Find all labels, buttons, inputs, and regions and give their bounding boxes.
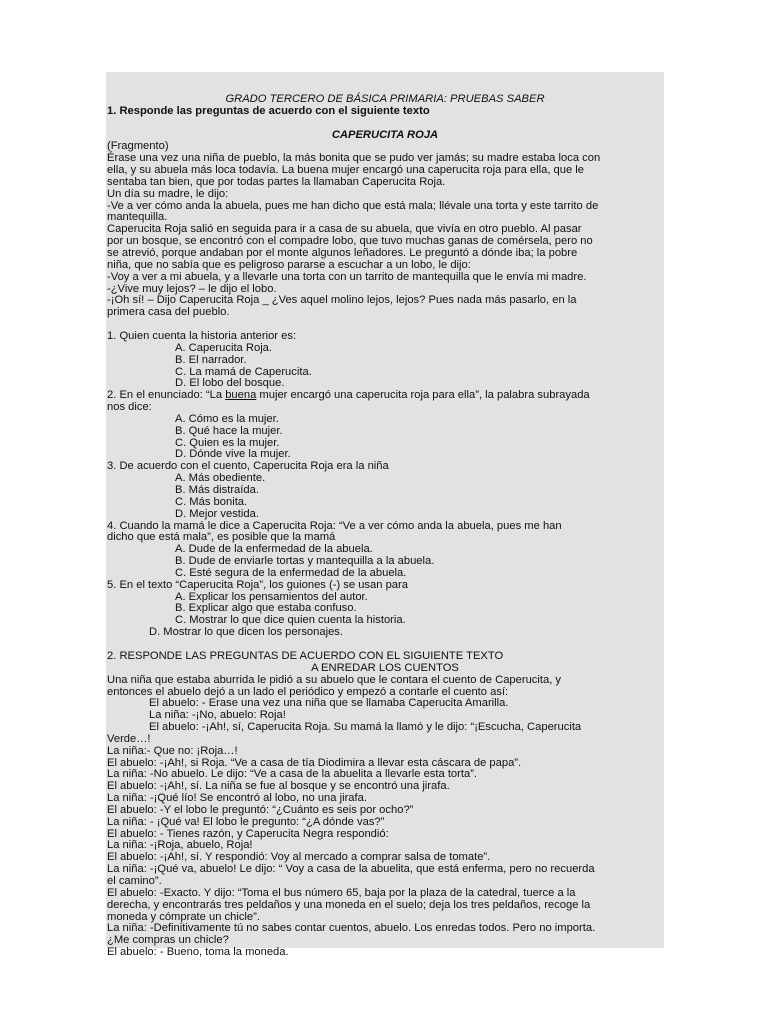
instruction-1: 1. Responde las preguntas de acuerdo con el siguiente texto	[107, 104, 430, 117]
dialogue-line: La niña: -¡Roja, abuelo, Roja!	[107, 839, 253, 852]
dialogue-line: ¿Me compras un chicle?	[107, 934, 229, 947]
dialogue-line: El abuelo: - Bueno, toma la moneda.	[107, 946, 289, 959]
dialogue-line: El abuelo: -¡Ah!, sí. Y respondió: Voy al mercado a comprar salsa de tomate”.	[107, 851, 491, 864]
story-2-text	[107, 675, 663, 959]
page-header: GRADO TERCERO DE BÁSICA PRIMARIA: PRUEBAS SABER	[225, 93, 545, 105]
answer-option: A. Más obediente.	[175, 472, 266, 485]
answer-option: B. Explicar algo que estaba confuso.	[175, 602, 357, 615]
dialogue-line: El abuelo: -¡Ah!, sí. La niña se fue al bosque y se encontró una jirafa.	[107, 780, 450, 793]
question-stem: 4. Cuando la mamá le dice a Caperucita Roja: “Ve a ver cómo anda la abuela, pues me han	[107, 519, 562, 532]
answer-option: B. Dude de enviarle tortas y mantequilla a la abuela.	[175, 555, 435, 568]
answer-option: D. Mostrar lo que dicen los personajes.	[149, 626, 344, 639]
dialogue-line: Verde…!	[107, 732, 151, 745]
story-line: ella, y su abuela más loca todavía. La buena mujer encargó una caperucita roja para ella, que le	[107, 164, 585, 177]
story-line: Una niña que estaba aburrida le pidió a su abuelo que le contara el cuento de Caperucita, y	[107, 673, 562, 686]
question-stem: 1. Quien cuenta la historia anterior es:	[107, 330, 297, 343]
answer-option: B. El narrador.	[175, 353, 247, 366]
story-line: mantequilla.	[107, 211, 168, 224]
dialogue-line: El abuelo: - Erase una vez una niña que se llamaba Caperucita Amarilla.	[149, 697, 509, 710]
question-1	[107, 331, 663, 390]
question-4	[107, 521, 663, 580]
dialogue-line: el camino”.	[107, 875, 162, 887]
answer-option: C. Quien es la mujer.	[175, 436, 280, 449]
story-line: sentaba tan bien, que por todas partes la llamaban Caperucita Roja.	[107, 175, 446, 188]
story-line: -¡Oh sí! – Dijo Caperucita Roja _ ¿Ves aquel molino lejos, lejos? Pues nada más pasarlo, en la	[107, 294, 577, 307]
answer-option: C. Esté segura de la enfermedad de la abuela.	[175, 566, 407, 579]
story-line: se atrevió, porque andaban por el monte algunos leñadores. Le preguntó a dónde iba; la pobre	[107, 246, 578, 259]
dialogue-line: El abuelo: -Y el lobo le preguntó: “¿Cuánto es seis por ocho?”	[107, 803, 414, 816]
dialogue-line: moneda y cómprate un chicle”.	[107, 910, 260, 923]
dialogue-line: El abuelo: - Tienes razón, y Caperucita Negra respondió:	[107, 827, 389, 840]
dialogue-line: El abuelo: -Exacto. Y dijo: “Toma el bus número 65, baja por la plaza de la catedral, tuerce a la	[107, 886, 576, 899]
story-text	[107, 141, 663, 319]
question-stem: 3. De acuerdo con el cuento, Caperucita Roja era la niña	[107, 460, 389, 473]
question-5	[107, 580, 663, 639]
dialogue-line: La niña: - ¡Qué va! El lobo le pregunto: “¿A dónde vas?”	[107, 815, 385, 828]
story-line: primera casa del pueblo.	[107, 306, 230, 319]
answer-option: A. Cómo es la mujer.	[175, 412, 279, 425]
dialogue-line: La niña:- Que no: ¡Roja…!	[107, 744, 238, 757]
answer-option: C. Mostrar lo que dice quien cuenta la historia.	[175, 614, 406, 627]
answer-option: A. Explicar los pensamientos del autor.	[175, 590, 368, 603]
story-line: por un bosque, se encontró con el compadre lobo, que tuvo muchas ganas de comérsela, pero no	[107, 235, 593, 248]
story-line: Érase una vez una niña de pueblo, la más bonita que se pudo ver jamás; su madre estaba loca con	[107, 152, 601, 165]
answer-option: B. Qué hace la mujer.	[175, 424, 283, 437]
story-2-title: A ENREDAR LOS CUENTOS	[311, 661, 459, 674]
question-stem-start: 2. En el enunciado: “La	[107, 389, 226, 402]
answer-option: A. Dude de la enfermedad de la abuela.	[175, 543, 373, 556]
question-stem-continued: dicho que está mala”, es posible que la mamá	[107, 531, 336, 544]
question-stem-end: mujer encargó una caperucita roja para ella”, la palabra subrayada	[256, 389, 590, 402]
dialogue-line: La niña: -¡Qué lío! Se encontró al lobo, no una jirafa.	[107, 792, 367, 805]
question-2	[107, 390, 663, 461]
instruction-2: 2. RESPONDE LAS PREGUNTAS DE ACUERDO CON EL SIGUIENTE TEXTO	[107, 649, 504, 662]
answer-option: B. Más distraída.	[175, 484, 259, 496]
story-line: -Ve a ver cómo anda la abuela, pues me han dicho que está mala; llévale una torta y este tarrito de	[107, 199, 599, 212]
story-line: Un día su madre, le dijo:	[107, 187, 229, 200]
answer-option: C. La mamá de Caperucita.	[175, 365, 312, 378]
dialogue-line: La niña: -No abuelo. Le dijo: “Ve a casa de la abuelita a llevarle esta torta”.	[107, 768, 478, 781]
story-line: -Voy a ver a mi abuela, y a llevarle una torta con un tarrito de mantequilla que le envía mi madre.	[107, 270, 587, 283]
underlined-word: buena	[225, 389, 257, 402]
dialogue-line: La niña: -¡Qué va, abuelo! Le dijo: “ Voy a casa de la abuelita, que está enferma, pero no recuerda	[107, 863, 595, 876]
story-line: Caperucita Roja salió en seguida para ir a casa de su abuela, que vivía en otro pueblo. Al pasar	[107, 223, 582, 236]
story-title: CAPERUCITA ROJA	[331, 128, 439, 141]
answer-option: D. Dónde vive la mujer.	[175, 448, 291, 461]
story-line: niña, que no sabía que es peligroso pararse a escuchar a un lobo, le dijo:	[107, 258, 471, 271]
story-line: -¿Vive muy lejos? – le dijo el lobo.	[107, 282, 277, 295]
question-3	[107, 461, 663, 520]
dialogue-line: derecha, y encontrarás tres peldaños y una moneda en el suelo; deja los tres peldaños, recoge la	[107, 898, 591, 911]
answer-option: D. El lobo del bosque.	[175, 377, 285, 390]
question-stem: 5. En el texto “Caperucita Roja”, los guiones (-) se usan para	[107, 578, 408, 591]
document-content	[107, 94, 663, 959]
answer-option: D. Mejor vestida.	[175, 507, 259, 520]
dialogue-line: La niña: -Definitivamente tú no sabes contar cuentos, abuelo. Los enredas todos. Pero no importa.	[107, 922, 596, 935]
answer-option: C. Más bonita.	[175, 495, 248, 508]
dialogue-line: El abuelo: -¡Ah!, si Roja. “Ve a casa de tía Diodimira a llevar esta cáscara de papa”.	[107, 756, 522, 769]
answer-option: A. Caperucita Roja.	[175, 341, 273, 354]
dialogue-line: La niña: -¡No, abuelo: Roja!	[149, 709, 286, 722]
story-line: entonces el abuelo dejó a un lado el periódico y empezó a contarle el cuento así:	[107, 685, 509, 698]
dialogue-line: El abuelo: -¡Ah!, sí, Caperucita Roja. Su mamá la llamó y le dijo: “¡Escucha, Caperucita	[149, 721, 582, 734]
document-page	[106, 72, 664, 959]
story-line: (Fragmento)	[107, 140, 169, 153]
question-stem	[107, 390, 663, 402]
question-stem-continued: nos dice:	[107, 401, 152, 414]
